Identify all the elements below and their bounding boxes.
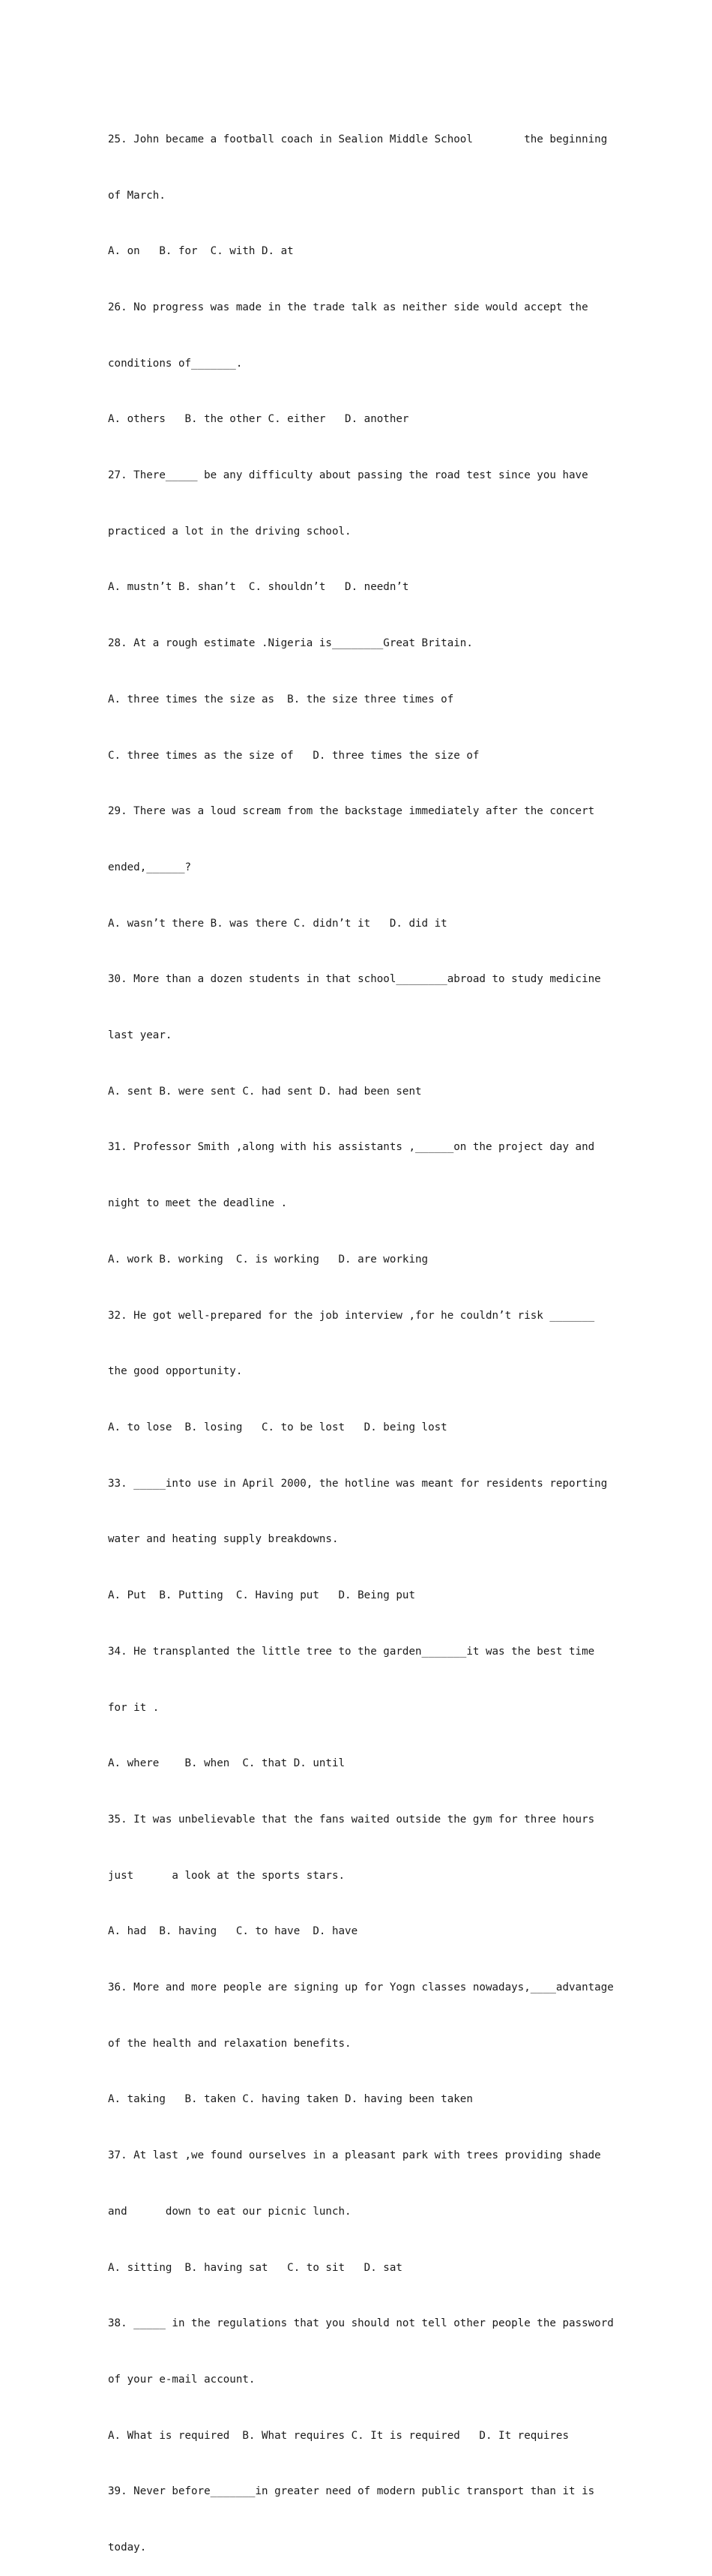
text-line: 25. John became a football coach in Sealion Middle School the beginning — [108, 133, 608, 145]
text-line: A. sitting B. having sat C. to sit D. sat — [108, 2261, 402, 2274]
text-line: 28. At a rough estimate .Nigeria is________Great Britain. — [108, 637, 473, 650]
text-line: 37. At last ,we found ourselves in a pleasant park with trees providing shade — [108, 2149, 601, 2162]
text-line: the good opportunity. — [108, 1365, 243, 1378]
text-line: 30. More than a dozen students in that school________abroad to study medicine — [108, 973, 601, 986]
text-line: C. three times as the size of D. three times the size of — [108, 749, 480, 762]
document-body — [108, 93, 614, 2576]
text-line: A. mustn’t B. shan’t C. shouldn’t D. needn’t — [108, 581, 409, 594]
text-line: 29. There was a loud scream from the backstage immediately after the concert — [108, 805, 595, 818]
text-line: just a look at the sports stars. — [108, 1869, 346, 1882]
text-line: 35. It was unbelievable that the fans waited outside the gym for three hours — [108, 1813, 595, 1826]
text-line: and down to eat our picnic lunch. — [108, 2205, 352, 2218]
text-line: A. others B. the other C. either D. another — [108, 413, 409, 426]
text-line: last year. — [108, 1029, 172, 1042]
text-line: of March. — [108, 189, 166, 202]
text-line: A. taking B. taken C. having taken D. having been taken — [108, 2093, 473, 2106]
text-line: 39. Never before_______in greater need of modern public transport than it is — [108, 2485, 595, 2498]
text-line: A. work B. working C. is working D. are working — [108, 1253, 429, 1266]
text-line: A. where B. when C. that D. until — [108, 1757, 346, 1770]
text-line: A. What is required B. What requires C. It is required D. It requires — [108, 2429, 569, 2442]
text-line: A. on B. for C. with D. at — [108, 245, 294, 258]
text-line: 36. More and more people are signing up for Yogn classes nowadays,____advantage — [108, 1981, 614, 1994]
text-line: for it . — [108, 1701, 160, 1714]
text-line: ended,______? — [108, 861, 192, 873]
text-line: water and heating supply breakdowns. — [108, 1533, 339, 1546]
text-line: 32. He got well-prepared for the job interview ,for he couldn’t risk _______ — [108, 1309, 595, 1322]
text-line: 33. _____into use in April 2000, the hotline was meant for residents reporting — [108, 1477, 608, 1490]
text-line: 27. There_____ be any difficulty about passing the road test since you have — [108, 469, 588, 482]
text-line: A. three times the size as B. the size three times of — [108, 693, 454, 705]
text-line: A. sent B. were sent C. had sent D. had been sent — [108, 1085, 422, 1098]
text-line: practiced a lot in the driving school. — [108, 525, 352, 538]
text-line: A. wasn’t there B. was there C. didn’t it D. did it — [108, 917, 447, 930]
text-line: night to meet the deadline . — [108, 1197, 288, 1210]
text-line: A. Put B. Putting C. Having put D. Being put — [108, 1589, 415, 1602]
text-line: 31. Professor Smith ,along with his assistants ,______on the project day and — [108, 1141, 595, 1154]
text-line: of your e-mail account. — [108, 2373, 256, 2386]
text-line: today. — [108, 2542, 147, 2554]
text-line: 38. _____ in the regulations that you should not tell other people the password — [108, 2317, 614, 2330]
text-line: conditions of_______. — [108, 357, 243, 370]
text-line: 26. No progress was made in the trade talk as neither side would accept the — [108, 301, 588, 313]
text-line: A. had B. having C. to have D. have — [108, 1925, 358, 1938]
text-line: 34. He transplanted the little tree to the garden_______it was the best time — [108, 1645, 595, 1658]
text-line: of the health and relaxation benefits. — [108, 2037, 352, 2050]
text-line: A. to lose B. losing C. to be lost D. being lost — [108, 1421, 447, 1433]
